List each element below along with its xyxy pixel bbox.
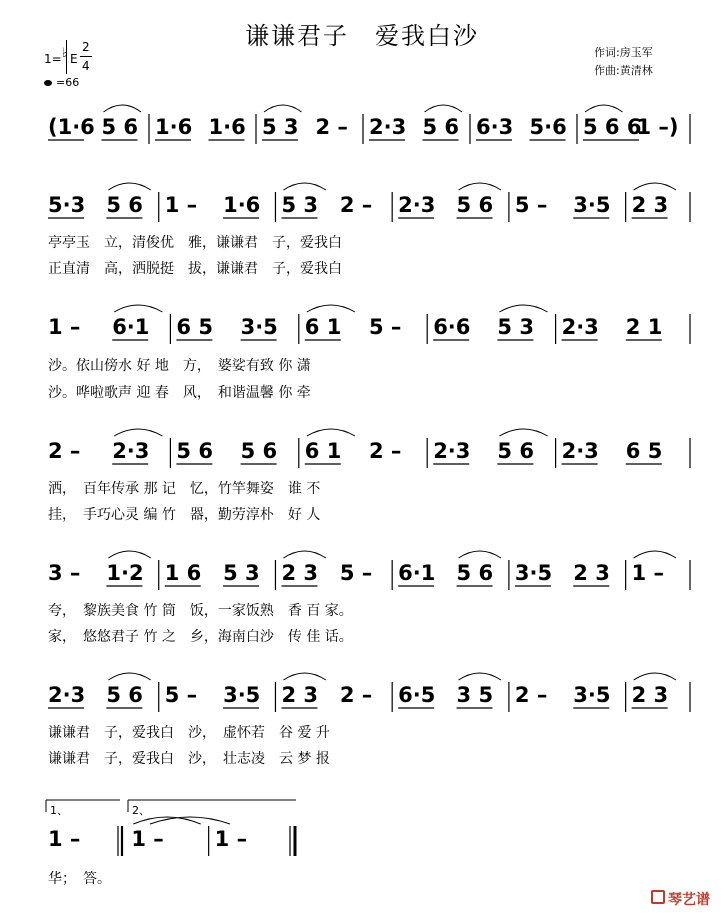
flat-sign: ♭ (62, 46, 69, 61)
note-group: 5 6 (497, 439, 534, 463)
note-group: 5 3 (223, 561, 260, 585)
lyricist-credit: 作词:房玉军 (594, 46, 653, 59)
slur-arc (114, 429, 162, 436)
note-group: 3·5 (573, 193, 611, 217)
note-group: 2 – (48, 439, 81, 463)
note-group: 6 5 (625, 439, 663, 463)
time-signature-bottom: 4 (82, 59, 90, 73)
note-group: 2·3 (48, 683, 86, 707)
volta-2-label: 2、 (132, 804, 150, 817)
note-group: 6·3 (476, 115, 514, 139)
note-group: (1·6 (48, 115, 95, 139)
note-group: 2 1 (625, 315, 663, 339)
note-group: 3·5 (514, 561, 553, 585)
note-group: 2 – (315, 115, 348, 139)
note-group: 1 – (631, 561, 665, 585)
note-group: 3·5 (240, 315, 278, 339)
note-group: 5 3 (281, 193, 319, 217)
lyric-line-3-verse-1: 沙。依山傍水 好 地 方， 婆娑有致 你 潇 (48, 358, 311, 374)
note-group: 1 6 (164, 561, 202, 585)
note-group: 5 6 (106, 683, 143, 707)
note-group: 3 5 (456, 683, 494, 707)
slur-arc (108, 183, 150, 190)
note-group: 6·1 (112, 315, 150, 339)
slur-arc (108, 551, 150, 558)
note-group: 1·2 (106, 561, 144, 585)
slur-arc (634, 673, 676, 680)
note-group: 6·6 (433, 315, 471, 339)
slur-arc (459, 673, 501, 680)
song-title: 谦谦君子 爱我白沙 (245, 22, 479, 50)
lyric-line-6-verse-1: 谦谦君 子，爱我白 沙， 虚怀若 谷 爱 升 (48, 725, 330, 741)
slur-arc (133, 817, 200, 824)
slur-arc (459, 551, 501, 558)
note-group: 5 – (514, 193, 548, 217)
slur-arc (307, 305, 355, 312)
slur-arc (425, 105, 463, 112)
composer-credit: 作曲:黄清林 (594, 64, 653, 77)
slur-arc (459, 183, 501, 190)
note-group: 5 6 (456, 193, 494, 217)
lyric-line-2-verse-1: 亭亭玉 立，清俊优 雅，谦谦君 子，爱我白 (48, 235, 342, 251)
note-group: 5 3 (262, 115, 299, 139)
slur-arc (585, 105, 623, 112)
note-group: 2 3 (281, 561, 319, 585)
note-group: 2 3 (631, 193, 669, 217)
slur-arc (114, 305, 162, 312)
slur-arc (634, 183, 676, 190)
note-group: 3 – (48, 561, 81, 585)
slur-arc (264, 105, 302, 112)
note-group: 2 3 (281, 683, 319, 707)
note-group: 1·6 (223, 193, 261, 217)
slur-arc (283, 183, 325, 190)
note-group: 1 – (214, 827, 248, 851)
key-note: E (70, 52, 78, 66)
note-group: 5 – (369, 315, 402, 339)
note-group: 5 3 (497, 315, 534, 339)
note-group: 1 – (131, 827, 164, 851)
note-group: 2·3 (433, 439, 471, 463)
lyric-line-4-verse-1: 洒， 百年传承 那 记 忆，竹竿舞姿 谁 不 (48, 481, 321, 497)
lyric-line-5-verse-2: 家， 悠悠君子 竹 之 乡，海南白沙 传 佳 话。 (48, 629, 353, 645)
note-group: 2·3 (112, 439, 150, 463)
tempo-mark: =66 (56, 76, 80, 89)
lyric-line-3-verse-2: 沙。哗啦歌声 迎 春 风， 和谐温馨 你 牵 (48, 385, 311, 401)
note-group: 2 3 (573, 561, 610, 585)
slur-arc (104, 105, 142, 112)
slur-arc (307, 429, 355, 436)
note-group: 3·5 (573, 683, 611, 707)
time-signature-top: 2 (82, 40, 90, 54)
lyric-line-5-verse-1: 夸， 黎族美食 竹 筒 饭，一家饭熟 香 百 家。 (48, 603, 353, 619)
note-group: 2·3 (561, 439, 599, 463)
note-group: 1 – (48, 827, 81, 851)
note-group: 5 6 (422, 115, 460, 139)
note-group: 2 – (514, 683, 548, 707)
lyric-line-6-verse-2: 谦谦君 子，爱我白 沙， 壮志凌 云 梦 报 (48, 751, 330, 767)
note-group: 1 – (48, 315, 81, 339)
lyric-line-4-verse-2: 挂， 手巧心灵 编 竹 器，勤劳淳朴 好 人 (48, 507, 321, 523)
slur-arc (499, 305, 547, 312)
watermark-logo-icon (651, 890, 665, 904)
watermark-text: 琴艺谱 (668, 892, 710, 908)
note-group: 6 1 (304, 315, 342, 339)
note-group: 5·3 (48, 193, 86, 217)
note-group: 5 – (339, 561, 373, 585)
note-group: 2 – (339, 683, 373, 707)
slur-arc (283, 551, 325, 558)
volta-1-label: 1、 (50, 804, 68, 817)
note-group: 2 – (369, 439, 402, 463)
note-group: 6·1 (398, 561, 436, 585)
lyric-line-2-verse-2: 正直清 高，洒脱挺 拔，谦谦君 子，爱我白 (48, 261, 342, 277)
note-group: 5 6 (240, 439, 278, 463)
note-group: 1 –) (636, 115, 679, 139)
note-group: 1 – (164, 193, 198, 217)
note-group: 1·6 (208, 115, 246, 139)
note-group: 2 – (339, 193, 373, 217)
note-group: 5 – (164, 683, 198, 707)
note-group: 5 6 (101, 115, 139, 139)
note-group: 1·6 (155, 115, 193, 139)
note-group: 5 6 (106, 193, 143, 217)
note-group: 5 6 6 (583, 115, 642, 139)
note-group: 6 5 (176, 315, 213, 339)
note-group: 5·6 (529, 115, 567, 139)
slur-arc (283, 673, 325, 680)
slur-arc (634, 551, 676, 558)
lyric-line-7-verse-1: 华； 答。 (48, 871, 111, 887)
slur-arc (499, 429, 547, 436)
key-prefix: 1= (44, 52, 62, 66)
note-group: 2·3 (561, 315, 599, 339)
note-group: 6 1 (304, 439, 342, 463)
slur-arc (108, 673, 150, 680)
note-group: 2·3 (398, 193, 436, 217)
note-group: 6·5 (398, 683, 436, 707)
note-group: 5 6 (456, 561, 494, 585)
note-group: 5 6 (176, 439, 213, 463)
note-group: 2·3 (369, 115, 407, 139)
note-group: 3·5 (223, 683, 261, 707)
note-group: 2 3 (631, 683, 669, 707)
